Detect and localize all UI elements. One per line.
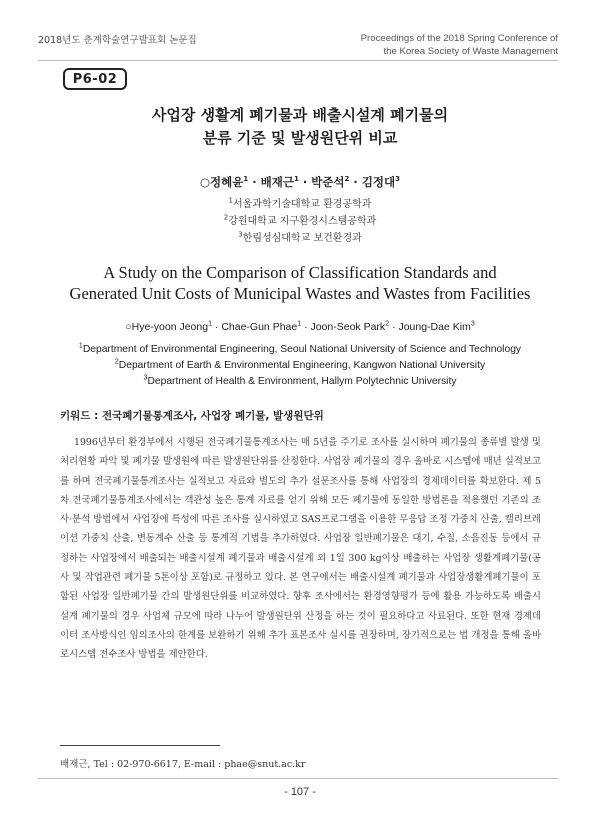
- author-separator: ·: [211, 321, 222, 333]
- running-header-right-line2: the Korea Society of Waste Management: [383, 46, 558, 57]
- author-name: 김정대: [361, 175, 396, 189]
- author-affiliation-number: 1: [293, 175, 299, 184]
- affiliation-number: 3: [238, 230, 243, 239]
- affiliation-number: 3: [143, 374, 148, 382]
- affiliation-line: [0, 213, 600, 230]
- korean-title-line1: 사업장 생활계 폐기물과 배출시설계 폐기물의: [151, 106, 449, 124]
- author-name: Hye-yoon Jeong: [131, 321, 209, 333]
- presenter-mark: ○: [125, 321, 132, 333]
- header-divider: [38, 60, 558, 61]
- english-affiliations: [0, 342, 600, 390]
- english-title: [0, 262, 600, 304]
- author-separator: ·: [248, 175, 261, 189]
- english-author-list: [0, 321, 600, 333]
- running-header-right: [361, 32, 558, 58]
- english-title-line1: A Study on the Comparison of Classification Standards and: [103, 263, 497, 282]
- footer-divider: [38, 778, 558, 779]
- affiliation-number: 2: [223, 213, 229, 222]
- affiliation-number: 1: [228, 196, 234, 205]
- author-name: 정혜윤: [210, 175, 244, 189]
- korean-title: [0, 104, 600, 150]
- keywords-text: 전국폐기물통계조사, 사업장 폐기물, 발생원단위: [101, 410, 324, 422]
- affiliation-line: [0, 196, 600, 213]
- running-header-right-line1: Proceedings of the 2018 Spring Conference of: [360, 33, 558, 44]
- author-separator: ·: [298, 175, 312, 189]
- session-code-badge: P6-02: [63, 68, 127, 90]
- presenter-mark: ○: [199, 175, 211, 189]
- author-separator: ·: [389, 321, 399, 333]
- korean-author-list: [0, 174, 600, 190]
- affiliation-text: 서울과학기술대학교 환경공학과: [233, 199, 372, 210]
- author-name: Joung-Dae Kim: [398, 321, 471, 333]
- english-title-line2: Generated Unit Costs of Municipal Wastes and Wastes from Facilities: [69, 284, 531, 303]
- korean-title-line2: 분류 기준 및 발생원단위 비교: [202, 129, 398, 147]
- affiliation-text: Department of Environmental Engineering, Seoul National University of Science and Technology: [82, 344, 522, 355]
- affiliation-text: 강원대학교 지구환경시스템공학과: [228, 216, 377, 227]
- author-name: 박준석: [311, 175, 345, 189]
- affiliation-line: [0, 374, 600, 390]
- author-affiliation-number: 3: [470, 320, 475, 328]
- affiliation-line: [0, 230, 600, 247]
- keywords-label: 키워드 :: [60, 410, 102, 422]
- affiliation-text: 한림성심대학교 보건환경과: [242, 233, 362, 244]
- footnote-divider: [60, 745, 220, 746]
- author-affiliation-number: 2: [344, 175, 350, 184]
- author-name: Joon-Seok Park: [310, 321, 386, 333]
- page-number: - 107 -: [284, 786, 316, 798]
- author-name: 배재근: [260, 175, 294, 189]
- author-affiliation-number: 1: [297, 320, 302, 328]
- author-separator: ·: [301, 321, 311, 333]
- running-header-left: 2018년도 춘계학술연구발표회 논문집: [38, 35, 197, 46]
- author-affiliation-number: 3: [395, 175, 401, 184]
- author-separator: ·: [349, 175, 362, 189]
- keywords: [60, 408, 324, 423]
- author-affiliation-number: 1: [243, 175, 249, 184]
- affiliation-text: Department of Earth & Environmental Engineering, Kangwon National University: [118, 360, 486, 371]
- author-affiliation-number: 2: [385, 320, 390, 328]
- corresponding-author-footnote: 배재근, Tel : 02-970-6617, E-mail : phae@snut.ac.kr: [60, 759, 306, 770]
- affiliation-number: 2: [114, 358, 119, 366]
- affiliation-line: [0, 342, 600, 358]
- author-affiliation-number: 1: [208, 320, 212, 328]
- abstract-paragraph: 1996년부터 환경부에서 시행된 전국폐기물통계조사는 매 5년을 주기로 조사를 실시하며 폐기물의 종류별 발생 및 처리현황 파악 및 폐기물 발생원에 따른 발생원단위를 산정한다. 사업장 폐기물의 경우 올바로 시스템에 매년 실적보고를 하며 전국폐기물통계조사는 실적보고 자료와 별도의 추가 설문조사를 통해 사업장의 경제데이터를 확보한다. 제 5차 전국폐기물통계조사에서는 객관성 높은 통계 자료를 얻기 위해 모든 폐기물에 동일한 방법론을 적용했던 기존의 조사·분석 방법에서 사업장에 특성에 따른 조사를 실시하였고 SAS프로그램을 이용한 무응답 조정 가중치 산출, 캘리브레이션 가중치 산출, 변동계수 산출 등 통계적 기법을 추가하였다. 사업장 일반폐기물은 대기, 수질, 소음진동 등에서 규정하는 사업장에서 배출되는 배출시설계 폐기물과 배출시설계 외 1일 300 kg이상 배출하는 사업장 생활계폐기물(공사 및 작업관련 폐기물 5톤이상 포함)로 규정하고 있다. 본 연구에서는 배출시설계 폐기물과 사업장생활계폐기물이 포함된 사업장 일반폐기물 간의 발생원단위를 비교하였다. 향후 조사에서는 환경영향평가 등에 활용 가능하도록 배출시설계 폐기물의 경우 사업체 규모에 따라 나누어 발생원단위 산정을 하는 것이 필요하다고 사료된다. 또한 현재 경제데이터 조사방식인 임의조사의 한계를 보완하기 위해 추가 표본조사 실시를 권장하며, 장기적으로는 법 개정을 통해 올바로시스템 전수조사 방법을 제안한다.: [60, 437, 541, 661]
- affiliation-line: [0, 358, 600, 374]
- korean-affiliations: [0, 196, 600, 247]
- affiliation-text: Department of Health & Environment, Hallym Polytechnic University: [147, 376, 457, 387]
- affiliation-number: 1: [78, 342, 83, 350]
- author-name: Chae-Gun Phae: [221, 321, 298, 333]
